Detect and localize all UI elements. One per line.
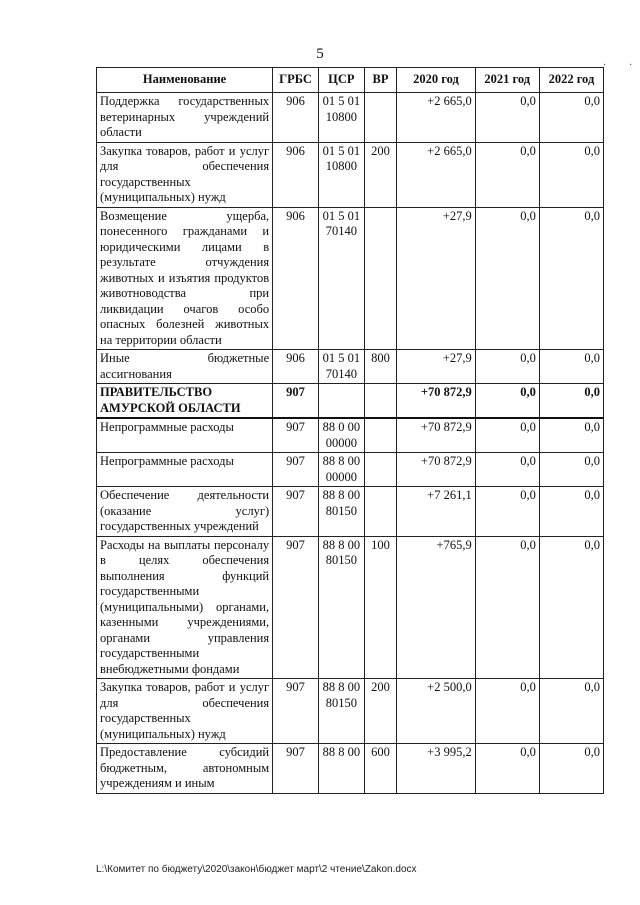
- row-csr-cell: 01 5 01 70140: [318, 207, 364, 350]
- column-header-2022: 2022 год: [539, 68, 603, 93]
- row-2021-cell: 0,0: [475, 487, 539, 537]
- row-vr-cell: 600: [364, 744, 397, 794]
- file-path-footer: L:\Комитет по бюджету\2020\закон\бюджет март\2 чтение\Zakon.docx: [96, 864, 417, 875]
- row-csr-cell: 88 0 00 00000: [318, 418, 364, 453]
- column-header-2021: 2021 год: [475, 68, 539, 93]
- row-grbs-cell: 906: [273, 142, 319, 207]
- row-2022-cell: 0,0: [539, 207, 603, 350]
- table-row: [97, 418, 604, 453]
- column-header-csr: ЦСР: [318, 68, 364, 93]
- row-name-cell: Расходы на выплаты персоналу в целях обеспечения выполнения функций государственными (муниципальными) органами, казенными учреждениями, органами управления государственными внебюджетными фондами: [97, 536, 273, 679]
- scan-mark: ·: [603, 60, 607, 71]
- row-name-cell: Закупка товаров, работ и услуг для обеспечения государственных (муниципальных) нужд: [97, 679, 273, 744]
- row-grbs-cell: 906: [273, 350, 319, 384]
- row-2021-cell: 0,0: [475, 679, 539, 744]
- row-2022-cell: 0,0: [539, 487, 603, 537]
- page-number: 5: [316, 46, 324, 62]
- row-vr-cell: 200: [364, 679, 397, 744]
- row-2020-cell: +2 500,0: [397, 679, 475, 744]
- column-header-vr: ВР: [364, 68, 397, 93]
- row-csr-cell: 01 5 01 10800: [318, 93, 364, 143]
- column-header-name: Наименование: [97, 68, 273, 93]
- table-header-row: [97, 68, 604, 93]
- row-2022-cell: 0,0: [539, 744, 603, 794]
- scan-mark: ·: [629, 60, 633, 71]
- row-csr-cell: 88 8 00 80150: [318, 536, 364, 679]
- row-2022-cell: 0,0: [539, 453, 603, 487]
- row-2021-cell: 0,0: [475, 142, 539, 207]
- row-csr-cell: 01 5 01 70140: [318, 350, 364, 384]
- table-row: [97, 350, 604, 384]
- row-vr-cell: [364, 207, 397, 350]
- row-2021-cell: 0,0: [475, 536, 539, 679]
- row-name-cell: Возмещение ущерба, понесенного гражданами и юридическими лицами в результате отчуждения животных и изъятия продуктов животноводства при ликвидации очагов особо опасных болезней животных на территории области: [97, 207, 273, 350]
- row-grbs-cell: 907: [273, 384, 319, 419]
- row-name-cell: Закупка товаров, работ и услуг для обеспечения государственных (муниципальных) нужд: [97, 142, 273, 207]
- row-csr-cell: 01 5 01 10800: [318, 142, 364, 207]
- row-grbs-cell: 907: [273, 536, 319, 679]
- row-name-cell: ПРАВИТЕЛЬСТВО АМУРСКОЙ ОБЛАСТИ: [97, 384, 273, 419]
- row-2021-cell: 0,0: [475, 350, 539, 384]
- row-vr-cell: [364, 487, 397, 537]
- row-vr-cell: [364, 453, 397, 487]
- row-2022-cell: 0,0: [539, 350, 603, 384]
- row-2020-cell: +3 995,2: [397, 744, 475, 794]
- row-2022-cell: 0,0: [539, 679, 603, 744]
- row-vr-cell: [364, 93, 397, 143]
- row-name-cell: Непрограммные расходы: [97, 418, 273, 453]
- table-row: [97, 453, 604, 487]
- row-csr-cell: 88 8 00: [318, 744, 364, 794]
- table-row: [97, 679, 604, 744]
- row-2021-cell: 0,0: [475, 418, 539, 453]
- row-2022-cell: 0,0: [539, 384, 603, 419]
- row-vr-cell: 800: [364, 350, 397, 384]
- row-2022-cell: 0,0: [539, 93, 603, 143]
- row-2022-cell: 0,0: [539, 536, 603, 679]
- row-csr-cell: 88 8 00 00000: [318, 453, 364, 487]
- column-header-grbs: ГРБС: [273, 68, 319, 93]
- row-csr-cell: [318, 384, 364, 419]
- row-2022-cell: 0,0: [539, 142, 603, 207]
- row-2020-cell: +70 872,9: [397, 384, 475, 419]
- row-vr-cell: 200: [364, 142, 397, 207]
- table-row: [97, 93, 604, 143]
- row-grbs-cell: 907: [273, 487, 319, 537]
- row-vr-cell: [364, 418, 397, 453]
- row-2020-cell: +27,9: [397, 207, 475, 350]
- row-name-cell: Поддержка государственных ветеринарных учреждений области: [97, 93, 273, 143]
- table-row: [97, 536, 604, 679]
- row-2021-cell: 0,0: [475, 453, 539, 487]
- row-2020-cell: +2 665,0: [397, 93, 475, 143]
- row-2020-cell: +70 872,9: [397, 418, 475, 453]
- row-2020-cell: +27,9: [397, 350, 475, 384]
- row-vr-cell: [364, 384, 397, 419]
- column-header-2020: 2020 год: [397, 68, 475, 93]
- row-grbs-cell: 907: [273, 453, 319, 487]
- row-2020-cell: +765,9: [397, 536, 475, 679]
- row-csr-cell: 88 8 00 80150: [318, 487, 364, 537]
- row-grbs-cell: 907: [273, 418, 319, 453]
- row-grbs-cell: 907: [273, 744, 319, 794]
- row-2021-cell: 0,0: [475, 93, 539, 143]
- table-row: [97, 384, 604, 419]
- row-2020-cell: +7 261,1: [397, 487, 475, 537]
- table-row: [97, 744, 604, 794]
- row-vr-cell: 100: [364, 536, 397, 679]
- row-2021-cell: 0,0: [475, 207, 539, 350]
- row-name-cell: Непрограммные расходы: [97, 453, 273, 487]
- budget-table: [96, 67, 604, 794]
- row-2020-cell: +70 872,9: [397, 453, 475, 487]
- row-name-cell: Предоставление субсидий бюджетным, автономным учреждениям и иным: [97, 744, 273, 794]
- row-2022-cell: 0,0: [539, 418, 603, 453]
- table-row: [97, 487, 604, 537]
- row-2021-cell: 0,0: [475, 384, 539, 419]
- row-grbs-cell: 906: [273, 93, 319, 143]
- table-row: [97, 207, 604, 350]
- row-grbs-cell: 906: [273, 207, 319, 350]
- row-2021-cell: 0,0: [475, 744, 539, 794]
- row-name-cell: Иные бюджетные ассигнования: [97, 350, 273, 384]
- row-csr-cell: 88 8 00 80150: [318, 679, 364, 744]
- row-name-cell: Обеспечение деятельности (оказание услуг) государственных учреждений: [97, 487, 273, 537]
- row-2020-cell: +2 665,0: [397, 142, 475, 207]
- row-grbs-cell: 907: [273, 679, 319, 744]
- table-row: [97, 142, 604, 207]
